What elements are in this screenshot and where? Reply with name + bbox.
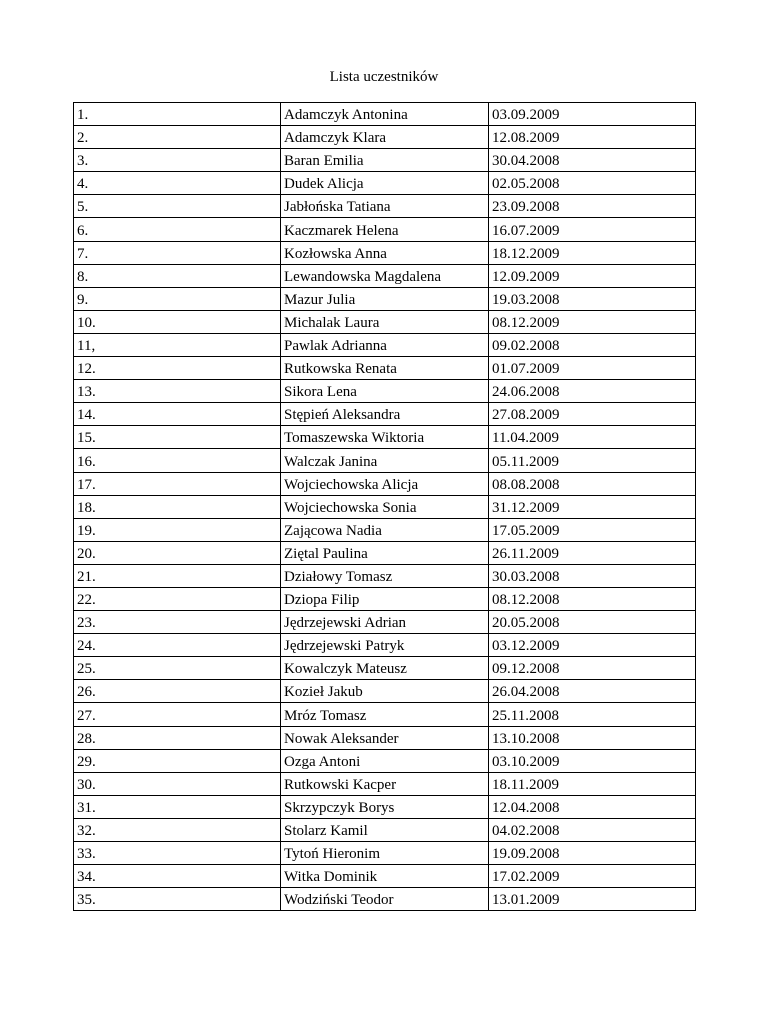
participant-name-cell-text: Dudek Alicja [284, 176, 364, 193]
birth-date-cell [489, 218, 696, 241]
participant-name-cell-text: Pawlak Adrianna [284, 338, 387, 355]
participant-name-cell-text: Zającowa Nadia [284, 522, 382, 539]
row-number-cell [74, 241, 281, 264]
participants-table [73, 102, 696, 911]
row-number-cell-text: 15. [77, 430, 96, 447]
birth-date-cell-text: 08.12.2008 [492, 592, 560, 609]
row-number-cell [74, 103, 281, 126]
row-number-cell-text: 9. [77, 291, 89, 308]
row-number-cell-text: 10. [77, 314, 96, 331]
birth-date-cell [489, 149, 696, 172]
birth-date-cell [489, 357, 696, 380]
birth-date-cell [489, 241, 696, 264]
participant-name-cell [281, 587, 489, 610]
participant-name-cell [281, 357, 489, 380]
participant-name-cell [281, 310, 489, 333]
birth-date-cell [489, 749, 696, 772]
row-number-cell [74, 380, 281, 403]
table-row [74, 818, 696, 841]
row-number-cell [74, 287, 281, 310]
table-row [74, 495, 696, 518]
row-number-cell [74, 195, 281, 218]
row-number-cell-text: 3. [77, 153, 89, 170]
birth-date-cell [489, 541, 696, 564]
row-number-cell [74, 680, 281, 703]
row-number-cell-text: 23. [77, 615, 96, 632]
birth-date-cell-text: 31.12.2009 [492, 499, 560, 516]
row-number-cell [74, 495, 281, 518]
row-number-cell [74, 703, 281, 726]
birth-date-cell-text: 17.05.2009 [492, 522, 560, 539]
birth-date-cell [489, 611, 696, 634]
participant-name-cell-text: Ziętal Paulina [284, 545, 368, 562]
table-row [74, 772, 696, 795]
participant-name-cell [281, 818, 489, 841]
birth-date-cell-text: 12.04.2008 [492, 799, 560, 816]
participant-name-cell-text: Skrzypczyk Borys [284, 799, 395, 816]
participant-name-cell [281, 195, 489, 218]
row-number-cell [74, 772, 281, 795]
birth-date-cell [489, 795, 696, 818]
row-number-cell-text: 5. [77, 199, 89, 216]
participant-name-cell-text: Walczak Janina [284, 453, 378, 470]
participant-name-cell-text: Adamczyk Klara [284, 130, 387, 147]
row-number-cell-text: 12. [77, 361, 96, 378]
birth-date-cell-text: 13.10.2008 [492, 730, 560, 747]
birth-date-cell [489, 449, 696, 472]
birth-date-cell-text: 05.11.2009 [492, 453, 559, 470]
table-row [74, 587, 696, 610]
birth-date-cell-text: 24.06.2008 [492, 384, 560, 401]
birth-date-cell-text: 08.12.2009 [492, 314, 560, 331]
birth-date-cell [489, 518, 696, 541]
row-number-cell-text: 29. [77, 753, 96, 770]
table-row [74, 634, 696, 657]
table-row [74, 218, 696, 241]
birth-date-cell [489, 888, 696, 911]
row-number-cell-text: 16. [77, 453, 96, 470]
row-number-cell [74, 403, 281, 426]
birth-date-cell-text: 09.02.2008 [492, 338, 560, 355]
row-number-cell [74, 749, 281, 772]
table-row [74, 126, 696, 149]
table-row [74, 149, 696, 172]
participant-name-cell-text: Tytoń Hieronim [284, 846, 381, 863]
row-number-cell-text: 19. [77, 522, 96, 539]
birth-date-cell [489, 126, 696, 149]
table-row [74, 103, 696, 126]
birth-date-cell [489, 818, 696, 841]
participant-name-cell [281, 726, 489, 749]
participant-name-cell [281, 680, 489, 703]
row-number-cell-text: 28. [77, 730, 96, 747]
birth-date-cell-text: 12.08.2009 [492, 130, 560, 147]
row-number-cell [74, 149, 281, 172]
birth-date-cell-text: 03.09.2009 [492, 107, 560, 124]
table-row [74, 888, 696, 911]
row-number-cell-text: 11, [77, 338, 96, 355]
participant-name-cell [281, 749, 489, 772]
participant-name-cell [281, 634, 489, 657]
participant-name-cell-text: Mróz Tomasz [284, 707, 367, 724]
birth-date-cell [489, 172, 696, 195]
participant-name-cell [281, 333, 489, 356]
table-row [74, 287, 696, 310]
participant-name-cell [281, 241, 489, 264]
table-row [74, 264, 696, 287]
participant-name-cell-text: Stolarz Kamil [284, 823, 368, 839]
table-row [74, 310, 696, 333]
participant-name-cell-text: Kaczmarek Helena [284, 222, 399, 239]
row-number-cell [74, 564, 281, 587]
birth-date-cell-text: 11.04.2009 [492, 430, 559, 447]
table-row [74, 795, 696, 818]
table-row [74, 380, 696, 403]
birth-date-cell-text: 26.11.2009 [492, 545, 559, 562]
row-number-cell [74, 634, 281, 657]
participant-name-cell [281, 172, 489, 195]
row-number-cell-text: 4. [77, 176, 89, 193]
birth-date-cell-text: 19.03.2008 [492, 291, 560, 308]
row-number-cell [74, 472, 281, 495]
birth-date-cell [489, 587, 696, 610]
participants-table-body [74, 103, 696, 911]
birth-date-cell [489, 842, 696, 865]
table-row [74, 241, 696, 264]
birth-date-cell [489, 564, 696, 587]
birth-date-cell [489, 726, 696, 749]
table-row [74, 541, 696, 564]
participant-name-cell [281, 472, 489, 495]
row-number-cell [74, 795, 281, 818]
participant-name-cell-text: Wojciechowska Alicja [284, 476, 419, 493]
row-number-cell-text: 8. [77, 268, 89, 285]
birth-date-cell-text: 04.02.2008 [492, 823, 560, 839]
participant-name-cell-text: Nowak Aleksander [284, 730, 399, 747]
table-row [74, 657, 696, 680]
participant-name-cell-text: Rutkowski Kacper [284, 776, 397, 793]
table-row [74, 195, 696, 218]
row-number-cell [74, 357, 281, 380]
row-number-cell [74, 657, 281, 680]
participant-name-cell-text: Stępień Aleksandra [284, 407, 401, 424]
participant-name-cell [281, 449, 489, 472]
row-number-cell-text: 13. [77, 384, 96, 401]
participant-name-cell-text: Jabłońska Tatiana [284, 199, 391, 216]
participant-name-cell-text: Jędrzejewski Patryk [284, 638, 405, 655]
participant-name-cell-text: Jędrzejewski Adrian [284, 615, 407, 632]
birth-date-cell [489, 634, 696, 657]
row-number-cell [74, 865, 281, 888]
row-number-cell-text: 34. [77, 869, 96, 886]
row-number-cell-text: 18. [77, 499, 96, 516]
participant-name-cell-text: Kozłowska Anna [284, 245, 387, 262]
row-number-cell [74, 264, 281, 287]
participant-name-cell [281, 842, 489, 865]
row-number-cell-text: 20. [77, 545, 96, 562]
row-number-cell [74, 449, 281, 472]
birth-date-cell [489, 333, 696, 356]
row-number-cell-text: 31. [77, 799, 96, 816]
participant-name-cell [281, 218, 489, 241]
table-row [74, 726, 696, 749]
table-row [74, 842, 696, 865]
participant-name-cell [281, 426, 489, 449]
row-number-cell [74, 726, 281, 749]
table-row [74, 680, 696, 703]
row-number-cell-text: 1. [77, 107, 89, 124]
table-row [74, 865, 696, 888]
row-number-cell-text: 33. [77, 846, 96, 863]
row-number-cell-text: 30. [77, 776, 96, 793]
row-number-cell [74, 888, 281, 911]
birth-date-cell-text: 12.09.2009 [492, 268, 560, 285]
birth-date-cell [489, 495, 696, 518]
birth-date-cell-text: 27.08.2009 [492, 407, 560, 424]
table-row [74, 172, 696, 195]
participant-name-cell [281, 287, 489, 310]
birth-date-cell-text: 30.03.2008 [492, 568, 560, 585]
birth-date-cell-text: 02.05.2008 [492, 176, 560, 193]
row-number-cell-text: 6. [77, 222, 89, 239]
birth-date-cell-text: 03.12.2009 [492, 638, 560, 655]
participant-name-cell [281, 888, 489, 911]
birth-date-cell-text: 13.01.2009 [492, 892, 560, 909]
birth-date-cell [489, 865, 696, 888]
row-number-cell [74, 842, 281, 865]
participant-name-cell [281, 403, 489, 426]
row-number-cell [74, 126, 281, 149]
row-number-cell [74, 172, 281, 195]
birth-date-cell [489, 680, 696, 703]
table-row [74, 472, 696, 495]
birth-date-cell-text: 16.07.2009 [492, 222, 560, 239]
row-number-cell [74, 541, 281, 564]
participant-name-cell [281, 703, 489, 726]
row-number-cell [74, 611, 281, 634]
row-number-cell-text: 22. [77, 592, 96, 609]
table-row [74, 403, 696, 426]
participant-name-cell [281, 795, 489, 818]
birth-date-cell [489, 772, 696, 795]
row-number-cell [74, 518, 281, 541]
participant-name-cell-text: Witka Dominik [284, 869, 378, 886]
participant-name-cell-text: Sikora Lena [284, 384, 357, 401]
birth-date-cell-text: 30.04.2008 [492, 153, 560, 170]
table-row [74, 703, 696, 726]
participant-name-cell [281, 380, 489, 403]
row-number-cell-text: 35. [77, 892, 96, 909]
birth-date-cell-text: 20.05.2008 [492, 615, 560, 632]
birth-date-cell-text: 18.11.2009 [492, 776, 559, 793]
participant-name-cell [281, 541, 489, 564]
birth-date-cell-text: 19.09.2008 [492, 846, 560, 863]
participant-name-cell-text: Działowy Tomasz [284, 568, 393, 585]
birth-date-cell [489, 426, 696, 449]
table-row [74, 449, 696, 472]
participant-name-cell [281, 103, 489, 126]
row-number-cell [74, 218, 281, 241]
participant-name-cell-text: Kozieł Jakub [284, 684, 363, 701]
participant-name-cell-text: Kowalczyk Mateusz [284, 661, 407, 678]
row-number-cell [74, 818, 281, 841]
participant-name-cell [281, 149, 489, 172]
participant-name-cell-text: Baran Emilia [284, 153, 364, 170]
birth-date-cell [489, 287, 696, 310]
row-number-cell-text: 26. [77, 684, 96, 701]
row-number-cell-text: 25. [77, 661, 96, 678]
participant-name-cell [281, 126, 489, 149]
participant-name-cell-text: Wodziński Teodor [284, 892, 394, 909]
row-number-cell-text: 32. [77, 823, 96, 839]
participant-name-cell [281, 564, 489, 587]
birth-date-cell-text: 23.09.2008 [492, 199, 560, 216]
birth-date-cell [489, 264, 696, 287]
participant-name-cell [281, 657, 489, 680]
table-row [74, 333, 696, 356]
birth-date-cell [489, 403, 696, 426]
row-number-cell-text: 14. [77, 407, 96, 424]
participant-name-cell-text: Tomaszewska Wiktoria [284, 430, 425, 447]
birth-date-cell [489, 472, 696, 495]
row-number-cell-text: 17. [77, 476, 96, 493]
participant-name-cell-text: Wojciechowska Sonia [284, 499, 417, 516]
participant-name-cell-text: Mazur Julia [284, 291, 356, 308]
participant-name-cell-text: Michalak Laura [284, 314, 380, 331]
table-row [74, 518, 696, 541]
birth-date-cell-text: 18.12.2009 [492, 245, 560, 262]
birth-date-cell-text: 26.04.2008 [492, 684, 560, 701]
participant-name-cell [281, 865, 489, 888]
participant-name-cell [281, 264, 489, 287]
participant-name-cell [281, 772, 489, 795]
table-row [74, 749, 696, 772]
birth-date-cell [489, 195, 696, 218]
page-title: Lista uczestników [329, 69, 439, 85]
birth-date-cell-text: 08.08.2008 [492, 476, 560, 493]
birth-date-cell-text: 03.10.2009 [492, 753, 560, 770]
birth-date-cell-text: 01.07.2009 [492, 361, 560, 378]
row-number-cell [74, 310, 281, 333]
participant-name-cell [281, 495, 489, 518]
birth-date-cell-text: 17.02.2009 [492, 869, 560, 886]
table-row [74, 357, 696, 380]
birth-date-cell-text: 09.12.2008 [492, 661, 560, 678]
participant-name-cell-text: Adamczyk Antonina [284, 107, 408, 124]
row-number-cell [74, 587, 281, 610]
birth-date-cell [489, 103, 696, 126]
row-number-cell-text: 7. [77, 245, 89, 262]
row-number-cell-text: 24. [77, 638, 96, 655]
participant-name-cell-text: Rutkowska Renata [284, 361, 397, 378]
participant-name-cell-text: Dziopa Filip [284, 592, 360, 609]
birth-date-cell [489, 310, 696, 333]
participant-name-cell [281, 611, 489, 634]
birth-date-cell [489, 380, 696, 403]
row-number-cell-text: 21. [77, 568, 96, 585]
row-number-cell [74, 426, 281, 449]
participant-name-cell-text: Lewandowska Magdalena [284, 268, 442, 285]
table-row [74, 426, 696, 449]
table-row [74, 611, 696, 634]
birth-date-cell [489, 657, 696, 680]
birth-date-cell [489, 703, 696, 726]
row-number-cell [74, 333, 281, 356]
row-number-cell-text: 27. [77, 707, 96, 724]
participant-name-cell [281, 518, 489, 541]
row-number-cell-text: 2. [77, 130, 89, 147]
birth-date-cell-text: 25.11.2008 [492, 707, 559, 724]
table-row [74, 564, 696, 587]
participant-name-cell-text: Ozga Antoni [284, 753, 361, 770]
